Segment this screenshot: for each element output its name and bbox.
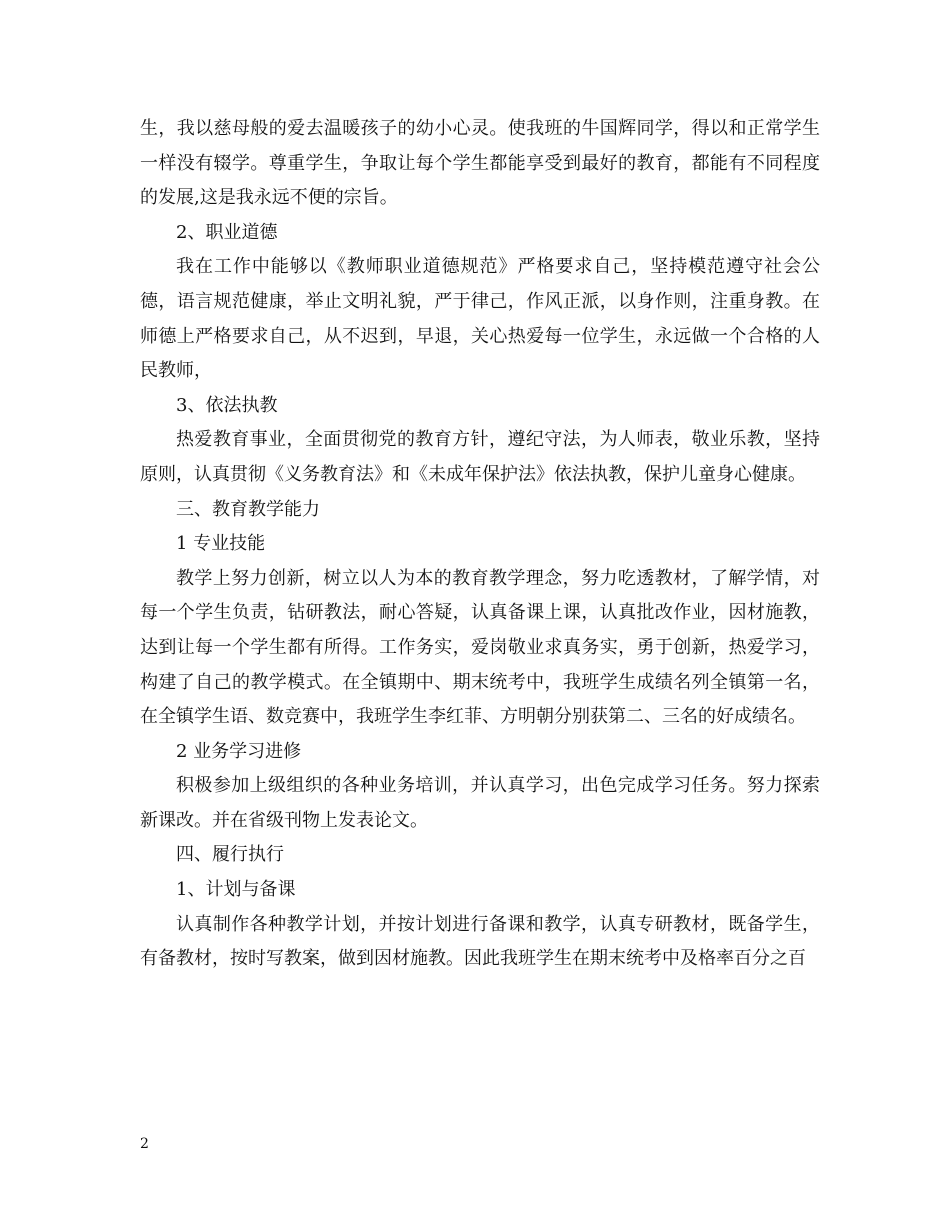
paragraph: 积极参加上级组织的各种业务培训，并认真学习，出色完成学习任务。努力探索新课改。并在省级刊物上发表论文。	[140, 775, 820, 831]
section-heading: 四、履行执行	[176, 844, 284, 866]
section-heading: 1、计划与备课	[176, 879, 296, 901]
paragraph: 热爱教育事业，全面贯彻党的教育方针，遵纪守法，为人师表，敬业乐教，坚持原则，认真贯彻《义务教育法》和《未成年保护法》依法执教，保护儿童身心健康。	[140, 429, 820, 485]
document-body	[140, 112, 820, 977]
paragraph: 我在工作中能够以《教师职业道德规范》严格要求自己，坚持模范遵守社会公德，语言规范健康，举止文明礼貌，严于律己，作风正派，以身作则，注重身教。在师德上严格要求自己，从不迟到，早退，关心热爱每一位学生，永远做一个合格的人民教师，	[140, 256, 820, 382]
paragraph: 生，我以慈母般的爱去温暖孩子的幼小心灵。使我班的牛国辉同学，得以和正常学生一样没有辍学。尊重学生，争取让每个学生都能享受到最好的教育，都能有不同程度的发展,这是我永远不便的宗旨。	[140, 118, 820, 209]
section-heading: 3、依法执教	[176, 394, 278, 416]
page-number: 2	[140, 1136, 149, 1152]
paragraph: 认真制作各种教学计划，并按计划进行备课和教学，认真专研教材，既备学生，有备教材，按时写教案，做到因材施教。因此我班学生在期末统考中及格率百分之百	[140, 913, 820, 970]
section-heading: 三、教育教学能力	[176, 498, 320, 520]
section-heading: 2、职业道德	[176, 221, 278, 243]
section-heading: 1 专业技能	[176, 533, 266, 555]
paragraph: 教学上努力创新，树立以人为本的教育教学理念，努力吃透教材，了解学情，对每一个学生负责，钻研教法，耐心答疑，认真备课上课，认真批改作业，因材施教，达到让每一个学生都有所得。工作务实，爱岗敬业求真务实，勇于创新，热爱学习，构建了自己的教学模式。在全镇期中、期末统考中，我班学生成绩名列全镇第一名，在全镇学生语、数竞赛中，我班学生李红菲、方明朝分别获第二、三名的好成绩名。	[140, 567, 820, 728]
section-heading: 2 业务学习进修	[176, 740, 302, 762]
